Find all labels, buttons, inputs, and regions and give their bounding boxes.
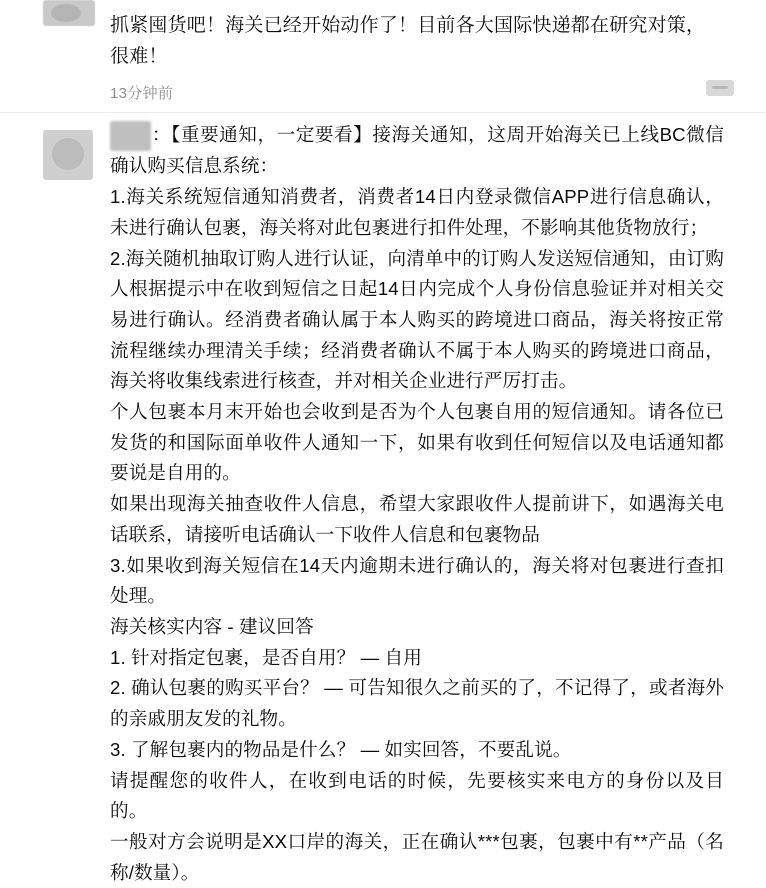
post-paragraph-text: ：【重要通知，一定要看】接海关通知，这周开始海关已上线BC微信确认购买信息系统： [110, 124, 724, 177]
avatar[interactable] [43, 130, 93, 180]
avatar[interactable] [43, 0, 95, 26]
feed-post-top [0, 0, 766, 118]
post-paragraph: 3. 了解包裹内的物品是什么？ — 如实回答，不要乱说。 [110, 738, 572, 760]
post-paragraph: 个人包裹本月末开始也会收到是否为个人包裹自用的短信通知。请各位已发货的和国际面单收件人通知一下，如果有收到任何短信以及电话通知都要说是自用的。 [110, 401, 724, 484]
post-body [110, 120, 724, 888]
post-paragraph: 海关核实内容 - 建议回答 [110, 615, 314, 637]
post-text: 抓紧囤货吧！海关已经开始动作了！目前各大国际快递都在研究对策，很难！ [110, 15, 706, 67]
post-paragraph: 3.如果收到海关短信在14天内逾期未进行确认的，海关将对包裹进行查扣处理。 [110, 554, 724, 607]
post-paragraph [110, 120, 724, 182]
post-paragraph: 2. 确认包裹的购买平台？ — 可告知很久之前买的了，不记得了，或者海外的亲戚朋友发的礼物。 [110, 677, 724, 730]
post-paragraph: 2.海关随机抽取订购人进行认证，向清单中的订购人发送短信通知，由订购人根据提示中在收到短信之日起14日内完成个人身份信息验证并对相关交易进行确认。经消费者确认属于本人购买的跨境进口商品，海关将按正常流程继续办理清关手续；经消费者确认不属于本人购买的跨境进口商品，海关将收集线索进行核查，并对相关企业进行严厉打击。 [110, 247, 724, 392]
divider [0, 112, 766, 113]
post-meta-row [110, 82, 734, 104]
post-paragraph: 1.海关系统短信通知消费者，消费者14日内登录微信APP进行信息确认，未进行确认包裹，海关将对此包裹进行扣件处理，不影响其他货物放行； [110, 186, 724, 238]
more-actions-icon[interactable] [706, 80, 734, 96]
post-paragraph: 如果出现海关抽查收件人信息，希望大家跟收件人提前讲下，如遇海关电话联系，请接听电话确认一下收件人信息和包裹物品 [110, 493, 724, 545]
post-paragraph: 一般对方会说明是XX口岸的海关，正在确认***包裹，包裹中有**产品（名称/数量）。 [110, 830, 724, 883]
post-paragraph: 1. 针对指定包裹，是否自用？ — 自用 [110, 646, 422, 668]
timestamp: 13分钟前 [110, 85, 174, 102]
sender-name-masked [110, 121, 151, 152]
post-paragraph: 请提醒您的收件人，在收到电话的时候，先要核实来电方的身份以及目的。 [110, 769, 724, 822]
